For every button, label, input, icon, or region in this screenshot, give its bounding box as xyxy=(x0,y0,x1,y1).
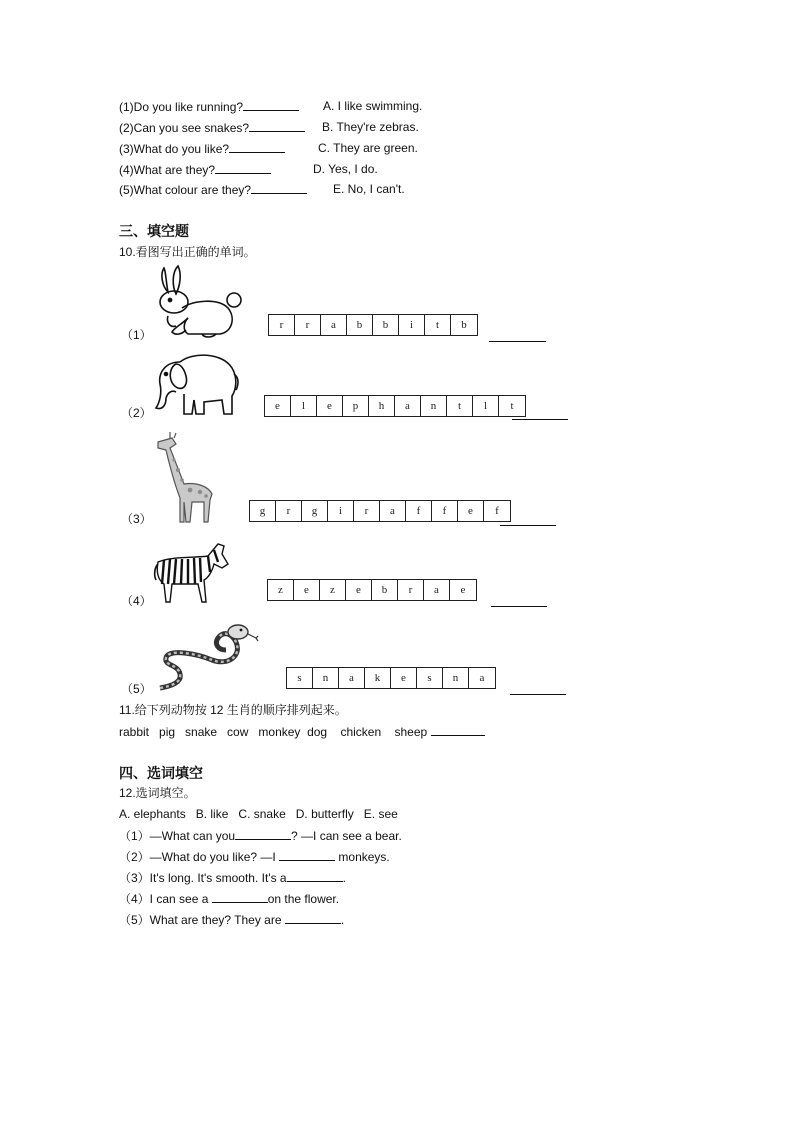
answer-blank[interactable] xyxy=(215,161,271,174)
match-question-4: (4)What are they? xyxy=(119,161,271,178)
fill-item-1: （1）—What can you ? —I can see a bear. xyxy=(119,829,402,843)
letter-cell: e xyxy=(391,668,417,688)
letter-cell: n xyxy=(421,396,447,416)
match-question-5: (5)What colour are they? xyxy=(119,181,307,198)
answer-blank[interactable] xyxy=(251,181,307,194)
snake-picture xyxy=(152,616,260,694)
letter-cell: k xyxy=(365,668,391,688)
item-number: （2） xyxy=(121,406,152,420)
answer-line[interactable] xyxy=(510,693,566,695)
letter-cell: g xyxy=(250,501,276,521)
letter-cell: r xyxy=(276,501,302,521)
answer-blank[interactable] xyxy=(279,848,335,861)
letter-cell: a xyxy=(395,396,421,416)
fill-item-5: （5）What are they? They are . xyxy=(119,913,345,927)
answer-blank[interactable] xyxy=(243,98,299,111)
letter-grid-elephant xyxy=(264,395,526,417)
match-question-2: (2)Can you see snakes? xyxy=(119,119,305,136)
rabbit-picture xyxy=(152,264,244,340)
question-10-prompt: 10.看图写出正确的单词。 xyxy=(119,245,256,259)
fill-item-3: （3）It's long. It's smooth. It's a . xyxy=(119,871,346,885)
answer-blank[interactable] xyxy=(285,911,341,924)
letter-cell: z xyxy=(320,580,346,600)
letter-cell: e xyxy=(460,584,466,596)
letter-cell: e xyxy=(346,580,372,600)
letter-cell: r xyxy=(398,580,424,600)
letter-cell: i xyxy=(399,315,425,335)
letter-cell: s xyxy=(417,668,443,688)
letter-cell: e xyxy=(294,580,320,600)
section-3-title: 三、填空题 xyxy=(119,223,189,239)
letter-cell: b xyxy=(372,580,398,600)
letter-cell: a xyxy=(424,580,450,600)
letter-cell: t xyxy=(510,400,514,412)
letter-cell: p xyxy=(343,396,369,416)
question-11-words: rabbit pig snake cow monkey dog chicken sheep xyxy=(119,723,485,740)
letter-cell: s xyxy=(287,668,313,688)
letter-cell: g xyxy=(302,501,328,521)
letter-grid-zebra xyxy=(267,579,477,601)
answer-line[interactable] xyxy=(491,605,547,607)
letter-cell: e xyxy=(458,501,484,521)
section-4-title: 四、选词填空 xyxy=(119,765,203,781)
letter-cell: f xyxy=(495,505,499,517)
letter-cell: a xyxy=(479,672,485,684)
letter-cell: a xyxy=(339,668,365,688)
question-12-prompt: 12.选词填空。 xyxy=(119,786,196,800)
letter-cell: e xyxy=(265,396,291,416)
giraffe-picture xyxy=(150,432,220,526)
answer-line[interactable] xyxy=(489,340,546,342)
match-option-d: D. Yes, I do. xyxy=(313,162,378,176)
match-option-b: B. They're zebras. xyxy=(322,120,419,134)
fill-item-2: （2）—What do you like? —I monkeys. xyxy=(119,850,390,864)
item-number: （1） xyxy=(121,328,152,342)
answer-line[interactable] xyxy=(512,418,568,420)
letter-cell: i xyxy=(328,501,354,521)
letter-cell: a xyxy=(380,501,406,521)
item-number: （4） xyxy=(121,594,152,608)
letter-cell: n xyxy=(443,668,469,688)
letter-cell: b xyxy=(347,315,373,335)
letter-cell: r xyxy=(295,315,321,335)
item-number: （5） xyxy=(121,682,152,696)
match-option-c: C. They are green. xyxy=(318,141,418,155)
letter-cell: n xyxy=(313,668,339,688)
letter-cell: e xyxy=(317,396,343,416)
letter-grid-rabbit xyxy=(268,314,478,336)
letter-grid-snake xyxy=(286,667,496,689)
letter-cell: z xyxy=(268,580,294,600)
answer-line[interactable] xyxy=(500,524,556,526)
letter-cell: t xyxy=(447,396,473,416)
letter-cell: b xyxy=(461,319,467,331)
elephant-picture xyxy=(152,350,240,420)
answer-blank[interactable] xyxy=(235,827,291,840)
letter-cell: r xyxy=(354,501,380,521)
zebra-picture xyxy=(152,540,230,606)
letter-cell: h xyxy=(369,396,395,416)
answer-blank[interactable] xyxy=(287,869,343,882)
fill-item-4: （4）I can see a on the flower. xyxy=(119,892,340,906)
match-question-1: (1)Do you like running? xyxy=(119,98,299,115)
letter-cell: r xyxy=(269,315,295,335)
letter-cell: f xyxy=(432,501,458,521)
question-11-prompt: 11.给下列动物按 12 生肖的顺序排列起来。 xyxy=(119,703,347,717)
item-number: （3） xyxy=(121,512,152,526)
match-question-3: (3)What do you like? xyxy=(119,140,285,157)
letter-cell: t xyxy=(425,315,451,335)
letter-cell: a xyxy=(321,315,347,335)
letter-cell: b xyxy=(373,315,399,335)
answer-blank[interactable] xyxy=(229,140,285,153)
word-options: A. elephants B. like C. snake D. butterfly E. see xyxy=(119,807,398,821)
match-option-e: E. No, I can't. xyxy=(333,182,405,196)
answer-blank[interactable] xyxy=(212,890,268,903)
letter-cell: l xyxy=(473,396,499,416)
letter-cell: f xyxy=(406,501,432,521)
match-option-a: A. I like swimming. xyxy=(323,99,423,113)
letter-cell: l xyxy=(291,396,317,416)
letter-grid-giraffe xyxy=(249,500,511,522)
answer-blank[interactable] xyxy=(431,723,485,736)
answer-blank[interactable] xyxy=(249,119,305,132)
